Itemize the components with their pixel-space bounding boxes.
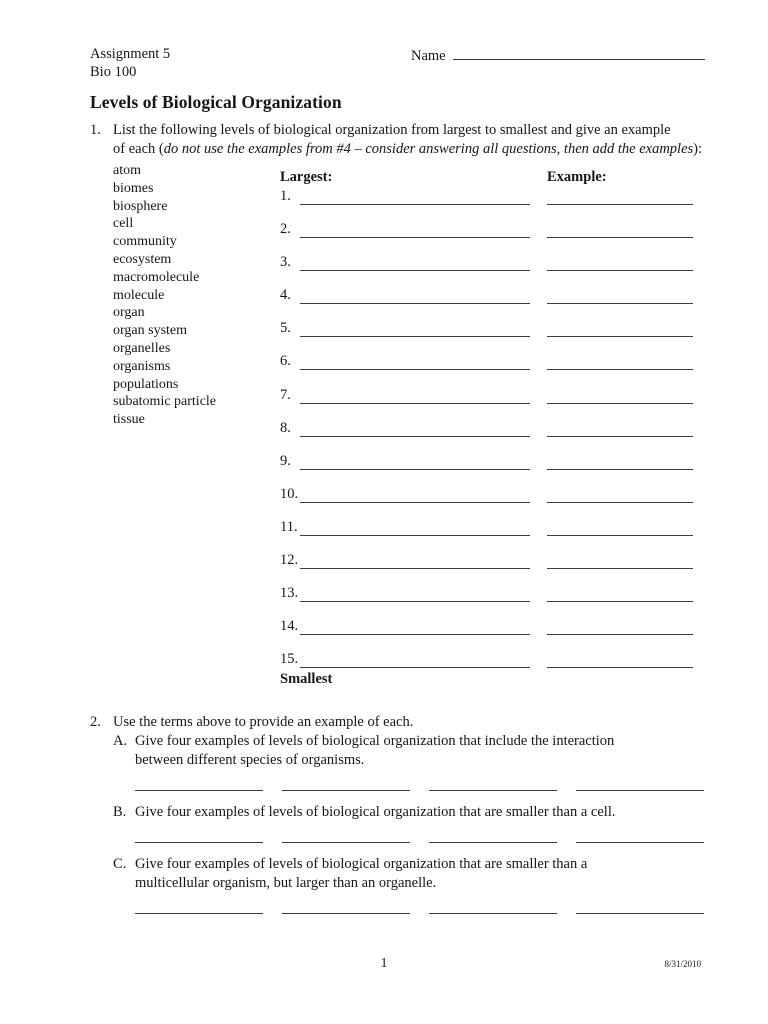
- answer-blank: [300, 255, 530, 271]
- answer-row: [280, 405, 713, 438]
- example-blank: [282, 826, 410, 843]
- term-item: tissue: [113, 412, 145, 428]
- question1-body: [113, 162, 713, 688]
- part-blanks: [135, 826, 704, 843]
- term-item: biosphere: [113, 198, 168, 214]
- term-item: molecule: [113, 287, 165, 303]
- part-text-line: multicellular organism, but larger than an organelle.: [135, 875, 437, 891]
- example-header: Example:: [547, 169, 607, 185]
- answer-row: [280, 603, 713, 636]
- answer-blank: [300, 652, 530, 668]
- question1-line2-post: ):: [693, 141, 703, 157]
- answer-column: [280, 162, 713, 688]
- answer-row: [280, 206, 713, 239]
- example-blank: [547, 222, 693, 238]
- row-number: 15.: [280, 651, 299, 668]
- answer-row: [280, 504, 713, 537]
- answer-blank: [300, 421, 530, 437]
- answer-blank: [300, 288, 530, 304]
- header-left: [90, 45, 411, 81]
- answer-row: [280, 471, 713, 504]
- example-blank: [547, 586, 693, 602]
- page-header: [90, 45, 705, 81]
- answer-blank: [300, 520, 530, 536]
- example-blank: [429, 826, 557, 843]
- example-blank: [547, 189, 693, 205]
- term-item: atom: [113, 163, 141, 178]
- question2-part: [113, 732, 730, 791]
- answer-blank: [300, 388, 530, 404]
- row-number: 7.: [280, 386, 291, 403]
- question1-text: [113, 121, 730, 159]
- header-right: [411, 45, 705, 81]
- page-title: Levels of Biological Organization: [90, 92, 342, 112]
- answer-blank: [300, 487, 530, 503]
- row-number: 13.: [280, 585, 299, 602]
- answer-blank: [300, 321, 530, 337]
- answer-row: [280, 570, 713, 603]
- question2-part: [113, 855, 730, 914]
- example-blank: [576, 897, 704, 914]
- question2-part: [113, 803, 730, 843]
- question1-line2: [113, 140, 730, 159]
- row-number: 3.: [280, 254, 291, 271]
- part-text: [135, 732, 730, 770]
- term-item: organ: [113, 305, 145, 321]
- answer-row: [280, 636, 713, 669]
- term-item: subatomic particle: [113, 394, 217, 410]
- example-blank: [576, 774, 704, 791]
- name-label: Name: [411, 48, 446, 64]
- example-blank: [282, 774, 410, 791]
- answer-row: [280, 239, 713, 272]
- name-blank: [453, 45, 705, 60]
- answer-blank: [300, 619, 530, 635]
- part-text-line: Give four examples of levels of biological organization that include the interaction: [135, 733, 615, 749]
- term-item: populations: [113, 376, 179, 392]
- answer-blank: [300, 553, 530, 569]
- question1-line1: List the following levels of biological organization from largest to smallest and give an example: [113, 122, 671, 138]
- example-blank: [429, 774, 557, 791]
- term-item: organ system: [113, 323, 188, 339]
- question2-prompt: [90, 713, 730, 732]
- answer-row: [280, 371, 713, 404]
- answer-row: [280, 537, 713, 570]
- question1-prompt: [90, 121, 730, 159]
- part-text-line: Give four examples of levels of biological organization that are smaller than a cell.: [135, 804, 616, 820]
- question2: [90, 713, 730, 914]
- example-blank: [429, 897, 557, 914]
- example-blank: [547, 288, 693, 304]
- example-blank: [135, 897, 263, 914]
- example-blank: [547, 487, 693, 503]
- assignment-label: Assignment 5: [90, 46, 171, 62]
- row-number: 10.: [280, 485, 299, 502]
- question2-parts: [113, 732, 730, 914]
- example-blank: [547, 619, 693, 635]
- example-blank: [576, 826, 704, 843]
- answer-blank: [300, 189, 530, 205]
- answer-row: [280, 438, 713, 471]
- example-blank: [547, 421, 693, 437]
- example-blank: [135, 826, 263, 843]
- part-text: [135, 803, 730, 822]
- row-number: 8.: [280, 419, 291, 436]
- largest-header: Largest:: [280, 169, 333, 185]
- example-blank: [547, 388, 693, 404]
- row-number: 11.: [280, 518, 298, 535]
- footer-date: 8/31/2010: [664, 959, 701, 969]
- row-number: 1.: [280, 188, 291, 204]
- question2-number: 2.: [90, 714, 101, 730]
- part-text-line: Give four examples of levels of biological organization that are smaller than a: [135, 856, 588, 872]
- part-text: [135, 855, 730, 893]
- part-blanks: [135, 774, 704, 791]
- example-blank: [282, 897, 410, 914]
- term-item: ecosystem: [113, 251, 172, 267]
- answer-row: [280, 272, 713, 305]
- example-blank: [547, 520, 693, 536]
- row-number: 2.: [280, 221, 291, 238]
- part-letter: A.: [113, 733, 128, 749]
- answer-rows: [280, 187, 713, 669]
- term-item: cell: [113, 216, 134, 232]
- example-blank: [547, 255, 693, 271]
- part-letter: B.: [113, 804, 127, 820]
- part-text-line: between different species of organisms.: [135, 752, 365, 768]
- answer-blank: [300, 222, 530, 238]
- part-letter: C.: [113, 856, 127, 872]
- answer-row: [280, 338, 713, 371]
- part-blanks: [135, 897, 704, 914]
- term-item: organelles: [113, 340, 171, 356]
- term-item: macromolecule: [113, 269, 200, 285]
- answer-row: [280, 305, 713, 338]
- row-number: 9.: [280, 452, 291, 469]
- row-number: 6.: [280, 353, 291, 370]
- column-headers: [280, 169, 713, 187]
- example-blank: [547, 553, 693, 569]
- example-blank: [547, 321, 693, 337]
- example-blank: [135, 774, 263, 791]
- question1-line2-pre: of each (: [113, 141, 164, 157]
- answer-blank: [300, 586, 530, 602]
- answer-row: [280, 187, 713, 206]
- example-blank: [547, 354, 693, 370]
- example-blank: [547, 454, 693, 470]
- question1-line2-italic: do not use the examples from #4 – consider answering all questions, then add the examples: [163, 141, 694, 157]
- terms-list: [113, 162, 280, 688]
- page-number: 1: [380, 955, 388, 970]
- answer-blank: [300, 354, 530, 370]
- smallest-label: Smallest: [280, 671, 333, 688]
- term-item: organisms: [113, 358, 171, 374]
- course-label: Bio 100: [90, 64, 137, 80]
- row-number: 14.: [280, 618, 299, 635]
- row-number: 12.: [280, 552, 299, 569]
- term-item: community: [113, 234, 177, 250]
- row-number: 5.: [280, 320, 291, 337]
- question1-number: 1.: [90, 122, 101, 138]
- example-blank: [547, 652, 693, 668]
- question2-text: Use the terms above to provide an example of each.: [113, 714, 414, 730]
- term-item: biomes: [113, 180, 154, 196]
- answer-blank: [300, 454, 530, 470]
- row-number: 4.: [280, 287, 291, 304]
